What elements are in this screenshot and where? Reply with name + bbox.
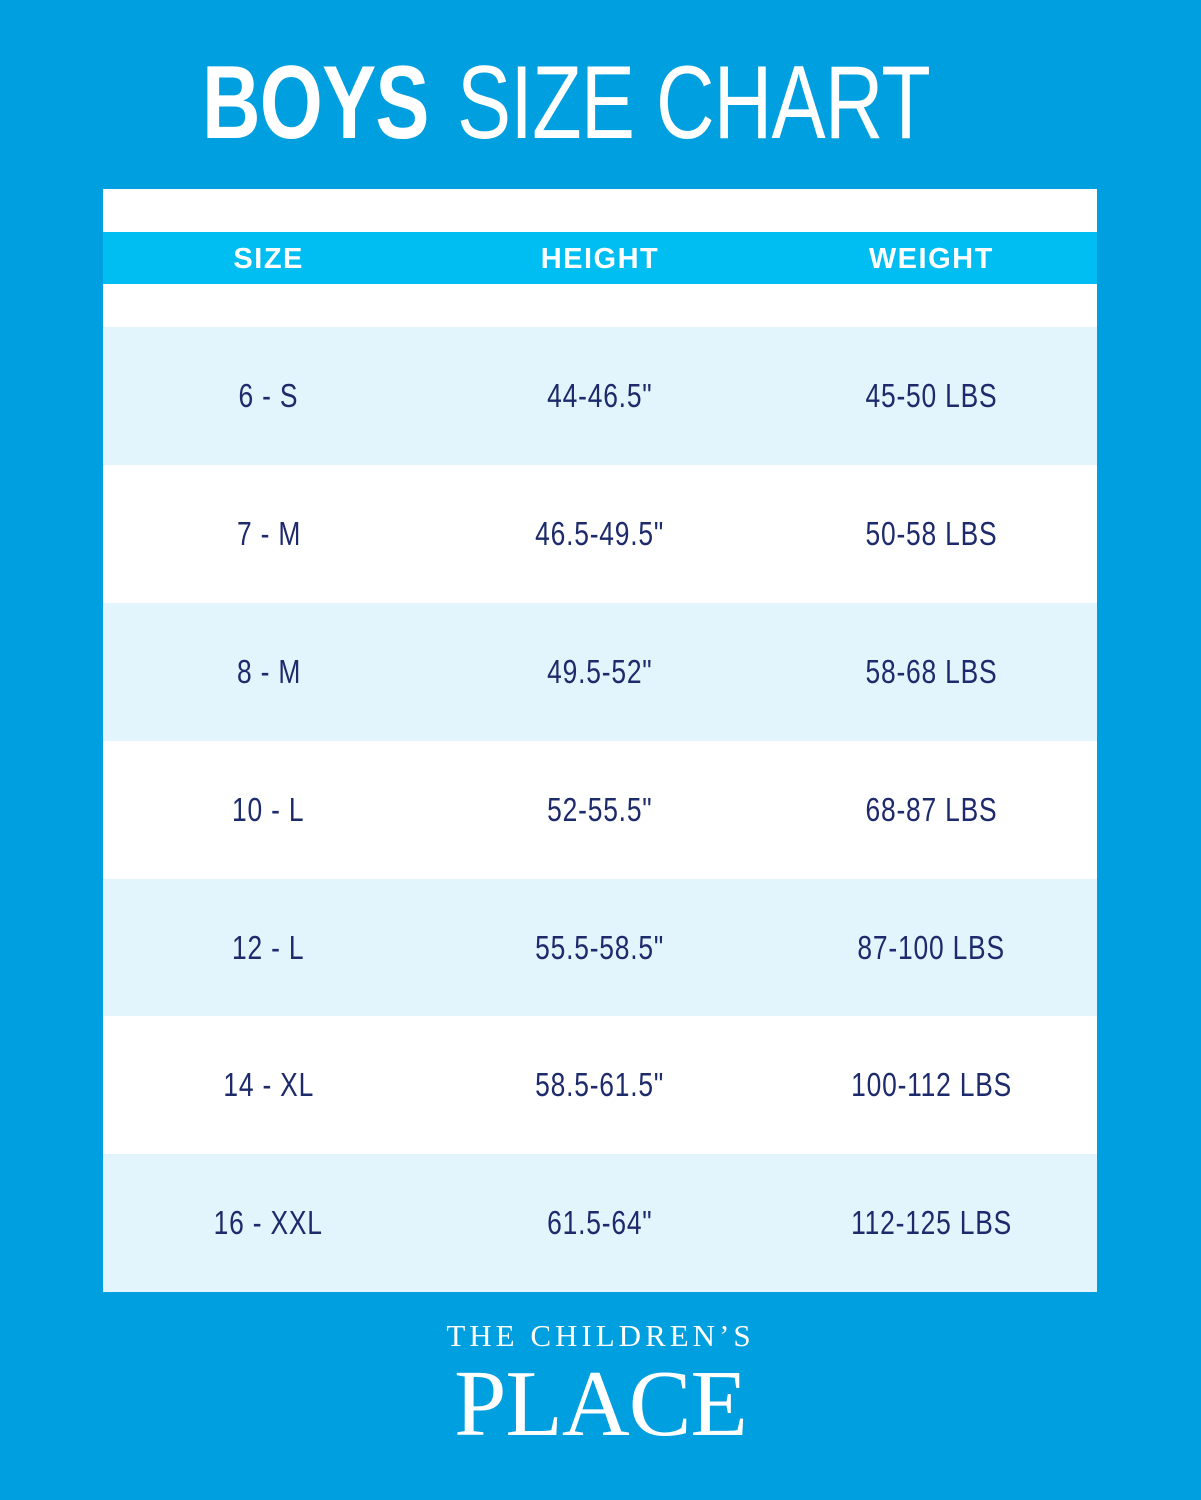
brand-logo xyxy=(0,1316,1201,1456)
size-cell xyxy=(103,879,434,1017)
column-header-size: SIZE xyxy=(233,243,304,275)
table-header xyxy=(103,232,1097,284)
height-value: 46.5-49.5" xyxy=(535,514,665,552)
weight-cell xyxy=(766,879,1097,1017)
column-header-weight: WEIGHT xyxy=(868,243,994,275)
weight-cell xyxy=(766,327,1097,465)
size-value: 8 - M xyxy=(236,652,301,690)
height-cell xyxy=(434,1154,765,1292)
weight-cell xyxy=(766,603,1097,741)
size-cell xyxy=(103,741,434,879)
size-value: 16 - XXL xyxy=(214,1204,324,1242)
logo-line-1: THE CHILDREN’S xyxy=(446,1318,755,1353)
size-cell xyxy=(103,465,434,603)
title-light: SIZE CHART xyxy=(456,45,930,161)
weight-value: 58-68 LBS xyxy=(865,652,998,690)
size-value: 7 - M xyxy=(236,514,301,552)
table-row xyxy=(103,465,1097,603)
height-value: 58.5-61.5" xyxy=(535,1066,665,1104)
table-row xyxy=(103,327,1097,465)
weight-value: 68-87 LBS xyxy=(865,790,998,828)
weight-value: 112-125 LBS xyxy=(850,1204,1012,1242)
table-row xyxy=(103,1154,1097,1292)
height-value: 44-46.5" xyxy=(547,377,653,414)
height-value: 61.5-64" xyxy=(547,1204,653,1242)
height-cell xyxy=(434,327,765,465)
weight-value: 50-58 LBS xyxy=(865,514,998,552)
table-row xyxy=(103,741,1097,879)
size-cell xyxy=(103,603,434,741)
height-cell xyxy=(434,465,765,603)
size-cell xyxy=(103,1154,434,1292)
size-cell xyxy=(103,1016,434,1154)
title-bold: BOYS xyxy=(201,45,429,161)
height-cell xyxy=(434,603,765,741)
weight-cell xyxy=(766,741,1097,879)
size-value: 14 - XL xyxy=(223,1066,315,1104)
weight-cell xyxy=(766,465,1097,603)
size-chart-table xyxy=(103,189,1097,1292)
size-value: 12 - L xyxy=(232,928,305,966)
height-cell xyxy=(434,1016,765,1154)
size-value: 6 - S xyxy=(238,377,299,414)
height-value: 52-55.5" xyxy=(547,790,653,828)
weight-cell xyxy=(766,1016,1097,1154)
table-body xyxy=(103,327,1097,1292)
weight-value: 100-112 LBS xyxy=(850,1066,1012,1104)
height-cell xyxy=(434,879,765,1017)
column-header-height: HEIGHT xyxy=(540,243,660,275)
page-title xyxy=(0,45,1201,161)
height-value: 49.5-52" xyxy=(547,652,653,690)
weight-value: 45-50 LBS xyxy=(865,377,998,414)
table-row xyxy=(103,1016,1097,1154)
weight-value: 87-100 LBS xyxy=(857,928,1006,966)
height-value: 55.5-58.5" xyxy=(535,928,665,966)
logo-line-2: PLACE xyxy=(454,1352,747,1456)
table-row xyxy=(103,879,1097,1017)
weight-cell xyxy=(766,1154,1097,1292)
height-cell xyxy=(434,741,765,879)
size-value: 10 - L xyxy=(232,790,305,828)
size-cell xyxy=(103,327,434,465)
table-row xyxy=(103,603,1097,741)
